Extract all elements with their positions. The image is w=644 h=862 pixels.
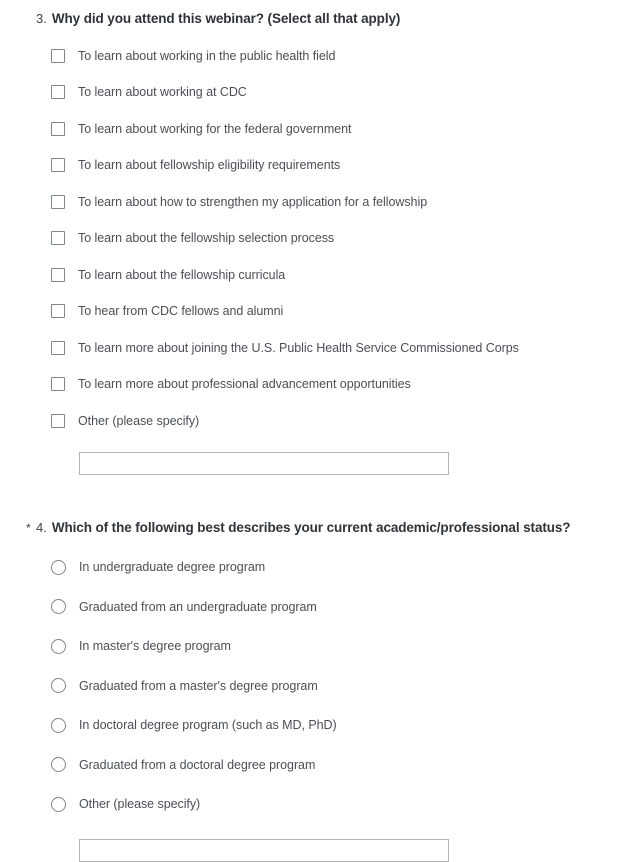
option-label: Graduated from a doctoral degree program	[79, 757, 316, 772]
option-row[interactable]	[51, 83, 626, 101]
question-3-number: 3.	[36, 11, 47, 26]
option-label: In undergraduate degree program	[79, 560, 266, 575]
option-row[interactable]	[51, 339, 626, 357]
option-row[interactable]	[51, 598, 626, 616]
question-3-options	[51, 47, 626, 476]
radio-icon[interactable]	[51, 639, 66, 654]
option-row[interactable]	[51, 47, 626, 65]
radio-icon[interactable]	[51, 797, 66, 812]
radio-icon[interactable]	[51, 599, 66, 614]
checkbox-icon[interactable]	[51, 231, 65, 245]
option-row[interactable]	[51, 756, 626, 774]
checkbox-icon[interactable]	[51, 122, 65, 136]
question-4-required-marker: *	[26, 521, 31, 536]
radio-icon[interactable]	[51, 757, 66, 772]
option-label: Graduated from a master's degree program	[79, 678, 318, 693]
question-4-options	[51, 558, 626, 862]
option-label: To learn more about professional advancement opportunities	[78, 377, 411, 392]
option-row[interactable]	[51, 716, 626, 734]
checkbox-icon[interactable]	[51, 414, 65, 428]
option-row[interactable]	[51, 120, 626, 138]
option-row[interactable]	[51, 193, 626, 211]
option-label: In master's degree program	[79, 639, 231, 654]
option-label: Other (please specify)	[79, 797, 201, 812]
option-label: To learn about working in the public health field	[78, 48, 336, 63]
option-label: To learn about working for the federal government	[78, 121, 352, 136]
checkbox-icon[interactable]	[51, 195, 65, 209]
question-3-other-input[interactable]	[79, 452, 449, 475]
option-label: To learn about fellowship eligibility requirements	[78, 158, 341, 173]
checkbox-icon[interactable]	[51, 341, 65, 355]
question-4-text: Which of the following best describes your current academic/professional status?	[51, 520, 571, 536]
checkbox-icon[interactable]	[51, 85, 65, 99]
option-label: Graduated from an undergraduate program	[79, 599, 317, 614]
option-row-other[interactable]	[51, 795, 626, 813]
question-3-heading	[26, 10, 626, 29]
checkbox-icon[interactable]	[51, 377, 65, 391]
radio-icon[interactable]	[51, 718, 66, 733]
question-3	[18, 10, 626, 475]
option-label: To hear from CDC fellows and alumni	[78, 304, 284, 319]
option-label: To learn about how to strengthen my application for a fellowship	[78, 194, 428, 209]
option-row[interactable]	[51, 302, 626, 320]
option-row[interactable]	[51, 375, 626, 393]
option-row[interactable]	[51, 677, 626, 695]
question-4-other-input[interactable]	[79, 839, 449, 862]
option-row[interactable]	[51, 266, 626, 284]
option-row[interactable]	[51, 558, 626, 576]
question-4	[18, 519, 626, 861]
checkbox-icon[interactable]	[51, 158, 65, 172]
option-row[interactable]	[51, 156, 626, 174]
option-row-other[interactable]	[51, 412, 626, 430]
option-label: In doctoral degree program (such as MD, PhD)	[79, 718, 337, 733]
radio-icon[interactable]	[51, 560, 66, 575]
option-label: To learn about the fellowship selection process	[78, 231, 335, 246]
question-4-number: 4.	[36, 520, 47, 536]
question-3-text: Why did you attend this webinar? (Select all that apply)	[51, 11, 401, 26]
option-row[interactable]	[51, 637, 626, 655]
checkbox-icon[interactable]	[51, 49, 65, 63]
question-4-heading	[26, 519, 626, 538]
option-label: To learn about the fellowship curricula	[78, 267, 286, 282]
checkbox-icon[interactable]	[51, 304, 65, 318]
option-label: To learn about working at CDC	[78, 85, 247, 100]
checkbox-icon[interactable]	[51, 268, 65, 282]
radio-icon[interactable]	[51, 678, 66, 693]
option-row[interactable]	[51, 229, 626, 247]
option-label: Other (please specify)	[78, 413, 200, 428]
option-label: To learn more about joining the U.S. Public Health Service Commissioned Corps	[78, 340, 519, 355]
